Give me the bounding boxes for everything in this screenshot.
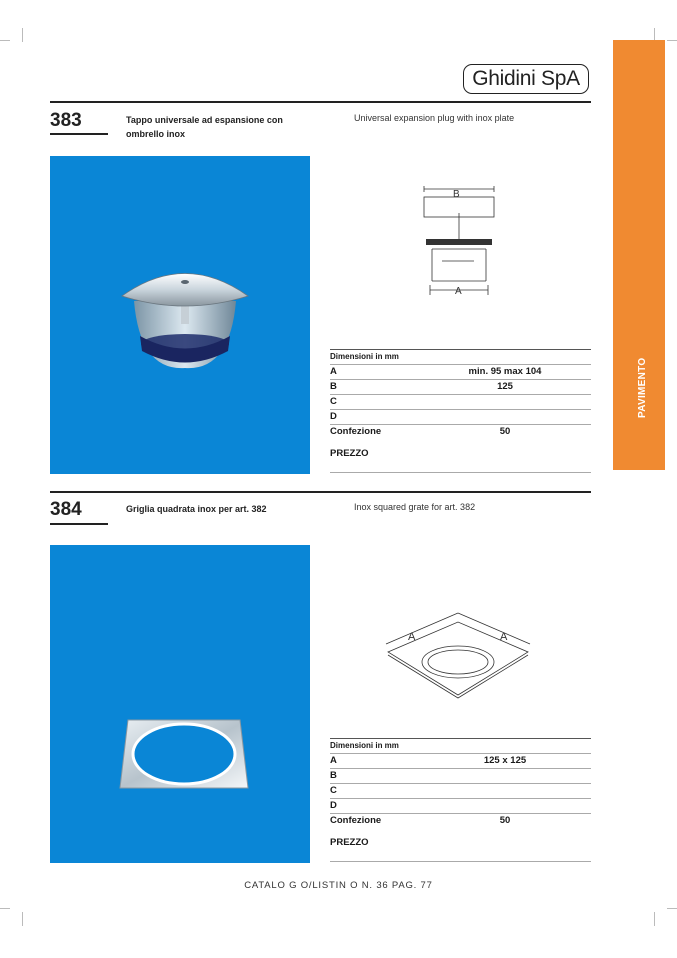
row-label: B [330, 770, 337, 781]
brand-name: Ghidini SpA [472, 67, 580, 90]
table-row [330, 365, 591, 380]
brand-logo [463, 64, 589, 94]
table-bottom-rule [330, 861, 591, 862]
price-label: PREZZO [330, 448, 369, 459]
product-title-en: Universal expansion plug with inox plate [354, 113, 515, 123]
row-label: A [330, 366, 337, 377]
drawing-label: A [500, 631, 508, 643]
product-title-line: ombrello inox [126, 129, 186, 139]
drawing-label: A [455, 286, 462, 297]
row-label: A [330, 755, 337, 766]
row-label: B [330, 381, 337, 392]
row-label: Confezione [330, 426, 382, 437]
product-number: 384 [50, 499, 82, 520]
row-value: min. 95 max 104 [468, 366, 542, 377]
dimensions-table [330, 738, 591, 850]
product-title-it [126, 113, 283, 141]
crop-mark [667, 908, 677, 909]
section-divider [50, 491, 591, 493]
crop-mark [667, 40, 677, 41]
row-label: Confezione [330, 815, 382, 826]
row-value: 50 [499, 426, 511, 437]
table-bottom-rule [330, 472, 591, 473]
product-number-underline [50, 523, 108, 525]
product-title-en: Inox squared grate for art. 382 [354, 502, 476, 512]
product-title-line: Griglia quadrata inox per art. 382 [126, 504, 267, 514]
row-value: 50 [499, 815, 511, 826]
product-number-underline [50, 133, 108, 135]
table-header: Dimensioni in mm [330, 349, 591, 365]
row-value: 125 [497, 381, 513, 392]
table-row [330, 754, 591, 769]
price-label: PREZZO [330, 837, 369, 848]
table-row [330, 784, 591, 799]
section-divider [50, 101, 591, 103]
table-row [330, 799, 591, 814]
technical-drawing [378, 600, 538, 705]
product-photo [50, 545, 310, 863]
product-number: 383 [50, 110, 82, 131]
table-row [330, 380, 591, 395]
table-row [330, 395, 591, 410]
crop-mark [0, 908, 10, 909]
row-label: D [330, 800, 337, 811]
row-label: C [330, 785, 337, 796]
page-footer: CATALO G O/LISTIN O N. 36 PAG. 77 [244, 880, 433, 891]
table-header: Dimensioni in mm [330, 738, 591, 754]
square-grate-image [50, 545, 310, 863]
crop-mark [22, 28, 23, 42]
row-value: 125 x 125 [483, 755, 527, 766]
row-label: C [330, 396, 337, 407]
product-title-line: Tappo universale ad espansione con [126, 115, 283, 125]
drawing-label: A [408, 631, 416, 643]
product-photo [50, 156, 310, 474]
table-row [330, 814, 591, 828]
dimensions-table [330, 349, 591, 461]
expansion-plug-image [50, 156, 310, 474]
technical-drawing [412, 183, 507, 298]
table-row [330, 425, 591, 439]
crop-mark [654, 912, 655, 926]
category-label: PAVIMENTO [637, 357, 648, 418]
product-title-it [126, 502, 267, 516]
table-row [330, 410, 591, 425]
crop-mark [0, 40, 10, 41]
table-row [330, 769, 591, 784]
row-label: D [330, 411, 337, 422]
crop-mark [22, 912, 23, 926]
drawing-label: B [453, 189, 460, 200]
